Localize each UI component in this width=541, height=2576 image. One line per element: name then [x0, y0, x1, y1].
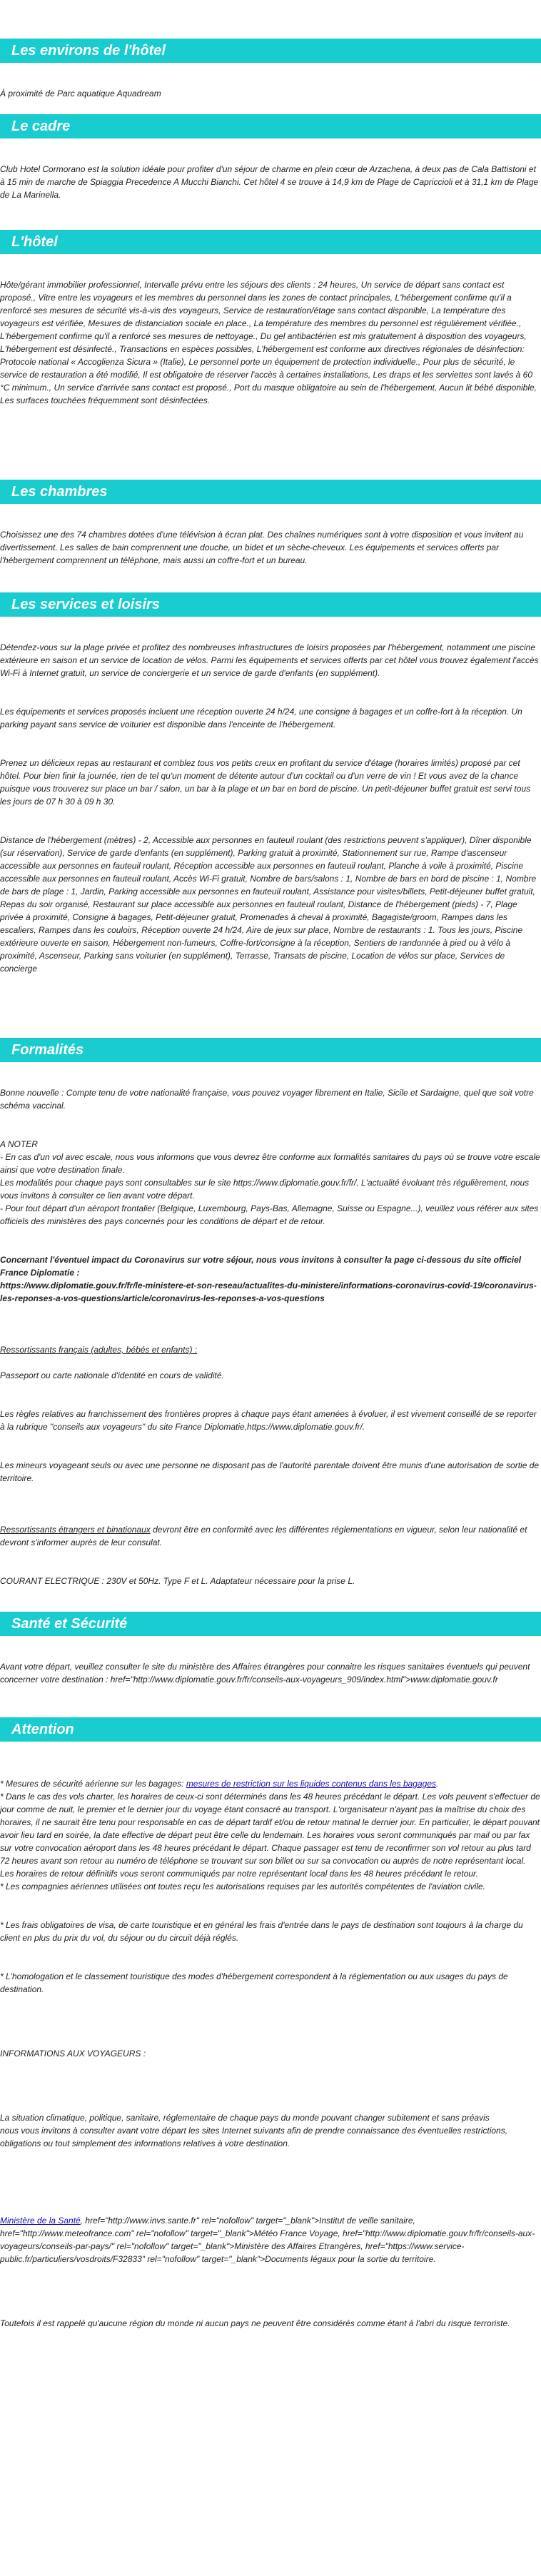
- section-attention-title: Attention: [0, 1717, 541, 1742]
- formalites-french-text: Passeport ou carte nationale d'identité en cours de validité.: [0, 1370, 224, 1380]
- services-paragraph: Détendez-vous sur la plage privée et profitez des nombreuses infrastructures de loisirs proposées par l'hébergement, notamment une piscine extérieure en saison et un service de location de vélos. Parmi les équipements et services offerts par cet hôtel vous trouvez également l'accès Wi-Fi à Internet gratuit, un service de conciergerie et un service de garde d'enfants (en supplément).: [0, 642, 539, 678]
- section-cadre: [0, 114, 541, 230]
- section-services: [0, 592, 541, 1038]
- formalites-french-label: Ressortissants français (adultes, bébés et enfants) :: [0, 1345, 198, 1355]
- section-formalites-title: Formalités: [0, 1038, 541, 1062]
- attention-visa-text: * Les frais obligatoires de visa, de carte touristique et en général les frais d'entrée dans le pays de destination sont toujours à la charge du client en plus du prix du vol, du séjour ou du circuit déjà réglés.: [0, 1920, 523, 1943]
- section-services-title: Les services et loisirs: [0, 592, 541, 617]
- formalites-paragraph: Les mineurs voyageant seuls ou avec une personne ne disposant pas de l'autorité parentale doivent être munis d'une autorisation de sortie de territoire.: [0, 1460, 540, 1483]
- attention-charter-text: . * Dans le cas des vols charter, les horaires de ceux-ci sont déterminés dans les 48 heures précédant le départ. Les vols peuvent s'effectuer de jour comme de nuit, le premier et le dernier jour du voyage étant consacré au transport. L'organisateur n'ayant pas la maîtrise du choix des horaires, il ne saurait être tenu pour responsable en cas de départ tardif et/ou de retour matinal le dernier jour. En particulier, le départ pouvant avoir lieu tard en soirée, la date effective de départ peut être celle du lendemain. Les horaires vous seront communiqués par mail ou par fax sur votre convocation aéroport dans les 48 heures précédant le départ. Chaque passager est tenu de reconfirmer son vol retour au plus tard 72 heures avant son retour au numéro de téléphone se trouvant sur son billet ou sur sa convocation ou auprès de notre représentant local. Les horaires de retour définitifs vous seront communiqués par notre représentant local dans les 48 heures précédant le retour. * Les compagnies aériennes utilisées ont toutes reçu les autorisations requises par les autorités compétentes de l'aviation civile.: [0, 1779, 540, 1891]
- formalites-foreign-text: devront être en conformité avec les différentes réglementations en vigueur, selon leur nationalité et devront s'informer auprès de leur consulat.: [0, 1525, 527, 1547]
- section-environs: [0, 0, 541, 114]
- cadre-text: Club Hotel Cormorano est la solution idéale pour profiter d'un séjour de charme en plein cœur de Arzachena, à deux pas de Cala Battistoni et à 15 min de marche de Spiaggia Precedence A Mucchi Bianchi. Cet hôtel 4 se trouve à 14,9 km de Plage de Capriccioli et à 31,1 km de Plage de La Marinella.: [0, 164, 539, 200]
- chambres-text: Choisissez une des 74 chambres dotées d'une télévision à écran plat. Des chaînes numériques sont à votre disposition et vous invitent au divertissement. Les salles de bain comprennent une douche, un bidet et un sèche-cheveux. Les équipements et services offerts par l'hébergement comprennent un téléphone, mais aussi un coffre-fort et un bureau.: [0, 530, 524, 565]
- services-paragraph: Les équipements et services proposés incluent une réception ouverte 24 h/24, une consigne à bagages et un coffre-fort à la réception. Un parking payant sans service de voiturier est disponible dans l'enceinte de l'hébergement.: [0, 707, 522, 729]
- ministere-sante-link[interactable]: Ministère de la Santé: [0, 2216, 81, 2226]
- section-sante: [0, 1612, 541, 1717]
- attention-homologation-text: * L'homologation et le classement touristique des modes d'hébergement correspondent à la réglementation ou aux usages du pays de destination.: [0, 1971, 508, 1994]
- sante-text: Avant votre départ, veuillez consulter le site du ministère des Affaires étrangères pour connaitre les risques sanitaires éventuels qui peuvent concerner votre destination : href="http://www.diplomatie.gouv.fr/fr/conseils-aux-voyageurs_909/index.html">www.diplomatie.gouv.fr: [0, 1662, 530, 1684]
- formalites-foreign-label: Ressortissants étrangers et binationaux: [0, 1525, 151, 1535]
- attention-links-text: , href="http://www.invs.sante.fr" rel="nofollow" target="_blank">Institut de veille sanitaire, href="http://www.meteofrance.com" rel="nofollow" target="_blank">Météo France Voyage, href="http://www.diplomatie.gouv.fr/fr/conseils-aux-voyageurs/conseils-par-pays/" rel="nofollow" target="_blank">Ministère des Affaires Etrangères, href="https://www.service-public.fr/particuliers/vosdroits/F32833" rel="nofollow" target="_blank">Documents légaux pour la sortie du territoire.: [0, 2216, 535, 2264]
- services-amenities-list: Distance de l'hébergement (mètres) - 2, Accessible aux personnes en fauteuil roulant (des restrictions peuvent s'appliquer), Dîner disponible (sur réservation), Service de garde d'enfants (en supplément), Parking gratuit à proximité, Stationnement sur rue, Rampe d'ascenseur accessible aux personnes en fauteuil roulant, Réception accessible aux personnes en fauteuil roulant, Planche à voile à proximité, Piscine accessible aux personnes en fauteuil roulant, Accès Wi-Fi gratuit, Nombre de bars/salons : 1, Nombre de bars en bord de piscine : 1, Nombre de bars de plage : 1, Jardin, Parking accessible aux personnes en fauteuil roulant, Assistance pour visites/billets, Petit-déjeuner buffet gratuit, Repas du soir organisé, Restaurant sur place accessible aux personnes en fauteuil roulant, Distance de l'hébergement (pieds) - 7, Plage privée à proximité, Consigne à bagages, Petit-déjeuner gratuit, Promenades à cheval à proximité, Bagagiste/groom, Rampes dans les escaliers, Rampes dans les couloirs, Réception ouverte 24 h/24, Aire de jeux sur place, Nombre de restaurants : 1. Tous les jours, Piscine extérieure ouverte en saison, Hébergement non-fumeurs, Coffre-fort/consigne à la réception, Sentiers de randonnée à pied ou à vélo à proximité, Ascenseur, Parking sans voiturier (en supplément), Terrasse, Transats de piscine, Location de vélos sur place, Services de concierge: [0, 835, 537, 974]
- attention-luggage-prefix: * Mesures de sécurité aérienne sur les bagages:: [0, 1779, 186, 1789]
- formalites-coronavirus-info: Concernant l'éventuel impact du Coronavirus sur votre séjour, nous vous invitons à consulter la page ci-dessous du site officiel France Diplomatie : https://www.diplomatie.gouv.fr/fr/le-ministere-et-son-reseau/actualites-du-ministere/informations-coronavirus-covid-19/coronavirus-les-reponses-a-vos-questions/article/coronavirus-les-reponses-a-vos-questions: [0, 1255, 537, 1303]
- environs-text: À proximité de Parc aquatique Aquadream: [0, 89, 161, 99]
- section-chambres-title: Les chambres: [0, 480, 541, 504]
- section-sante-title: Santé et Sécurité: [0, 1612, 541, 1636]
- attention-travellers-heading: INFORMATIONS AUX VOYAGEURS :: [0, 2049, 146, 2059]
- formalites-paragraph: Les règles relatives au franchissement des frontières propres à chaque pays étant amenées à évoluer, il est vivement conseillé de se reporter à la rubrique "conseils aux voyageurs" du site France Diplomatie,https://www.diplomatie.gouv.fr/.: [0, 1409, 537, 1432]
- section-attention: [0, 1717, 541, 2343]
- section-environs-title: Les environs de l'hôtel: [0, 39, 541, 63]
- section-chambres: [0, 480, 541, 592]
- hotel-text: Hôte/gérant immobilier professionnel, Intervalle prévu entre les séjours des clients : 24 heures, Un service de départ sans contact est proposé., Vitre entre les voyageurs et les membres du personnel dans les zones de contact principales, L'hébergement confirme qu'il a renforcé ses mesures de sécurité vis-à-vis des voyageurs, Service de restauration/étage sans contact disponible, La température des voyageurs est vérifiée, Mesures de distanciation sociale en place., La température des membres du personnel est régulièrement vérifiée., L'hébergement confirme qu'il a renforcé ses mesures de nettoyage., Du gel antibactérien est mis gratuitement à disposition des voyageurs, L'hébergement est désinfecté., Transactions en espèces possibles, L'hébergement est conforme aux directives régionales de désinfection: Protocole national « Accoglienza Sicura » (Italie), Le personnel porte un équipement de protection individuelle., Pour plus de sécurité, le service de restauration a été modifié, Il est obligatoire de réserver l'accès à certaines installations, Les draps et les serviettes sont lavés à 60 °C minimum., Un service d'arrivée sans contact est proposé., Port du masque obligatoire au sein de l'hébergement, Aucun lit bébé disponible, Les surfaces touchées fréquemment sont désinfectées.: [0, 280, 537, 405]
- formalites-note: A NOTER - En cas d'un vol avec escale, nous vous informons que vous devrez être conforme aux formalités sanitaires du pays où se trouve votre escale ainsi que votre destination finale. Les modalités pour chaque pays sont consultables sur le site https://www.diplomatie.gouv.fr/fr/. L'actualité évoluant très régulièrement, nous vous invitons à consulter ce lien avant votre départ. - Pour tout départ d'un aéroport frontalier (Belgique, Luxembourg, Pays-Bas, Allemagne, Suisse ou Espagne...), veuillez vous référer aux sites officiels des ministères des pays concernés pour les conditions de départ et de retour.: [0, 1139, 540, 1226]
- formalites-paragraph: Bonne nouvelle : Compte tenu de votre nationalité française, vous pouvez voyager librement en Italie, Sicile et Sardaigne, quel que soit votre schéma vaccinal.: [0, 1088, 534, 1111]
- liquid-restrictions-link[interactable]: mesures de restriction sur les liquides contenus dans les bagages: [186, 1779, 437, 1789]
- attention-situation-text: La situation climatique, politique, sanitaire, réglementaire de chaque pays du monde pouvant changer subitement et sans préavis nous vous invitons à consulter avant votre départ les sites Internet suivants afin de prendre connaissance des éventuelles restrictions, obligations ou tout simplement des informations relatives à votre destination.: [0, 2113, 508, 2148]
- formalites-electric-info: COURANT ELECTRIQUE : 230V et 50Hz. Type F et L. Adaptateur nécessaire pour la prise L.: [0, 1576, 355, 1586]
- services-paragraph: Prenez un délicieux repas au restaurant et comblez tous vos petits creux en profitant du service d'étage (horaires limités) proposé par cet hôtel. Pour bien finir la journée, rien de tel qu'un moment de détente autour d'un cocktail ou d'un verre de vin ! Et vous avez de la chance puisque vous trouverez sur place un bar / salon, un bar à la plage et un bar en bord de piscine. Un petit-déjeuner buffet gratuit est servi tous les jours de 07 h 30 à 09 h 30.: [0, 758, 531, 807]
- section-cadre-title: Le cadre: [0, 114, 541, 138]
- section-hotel-title: L'hôtel: [0, 230, 541, 254]
- section-formalites: [0, 1038, 541, 1612]
- section-hotel: [0, 230, 541, 480]
- attention-terrorism-text: Toutefois il est rappelé qu'aucune région du monde ni aucun pays ne peuvent être considérés comme étant à l'abri du risque terroriste.: [0, 2318, 510, 2328]
